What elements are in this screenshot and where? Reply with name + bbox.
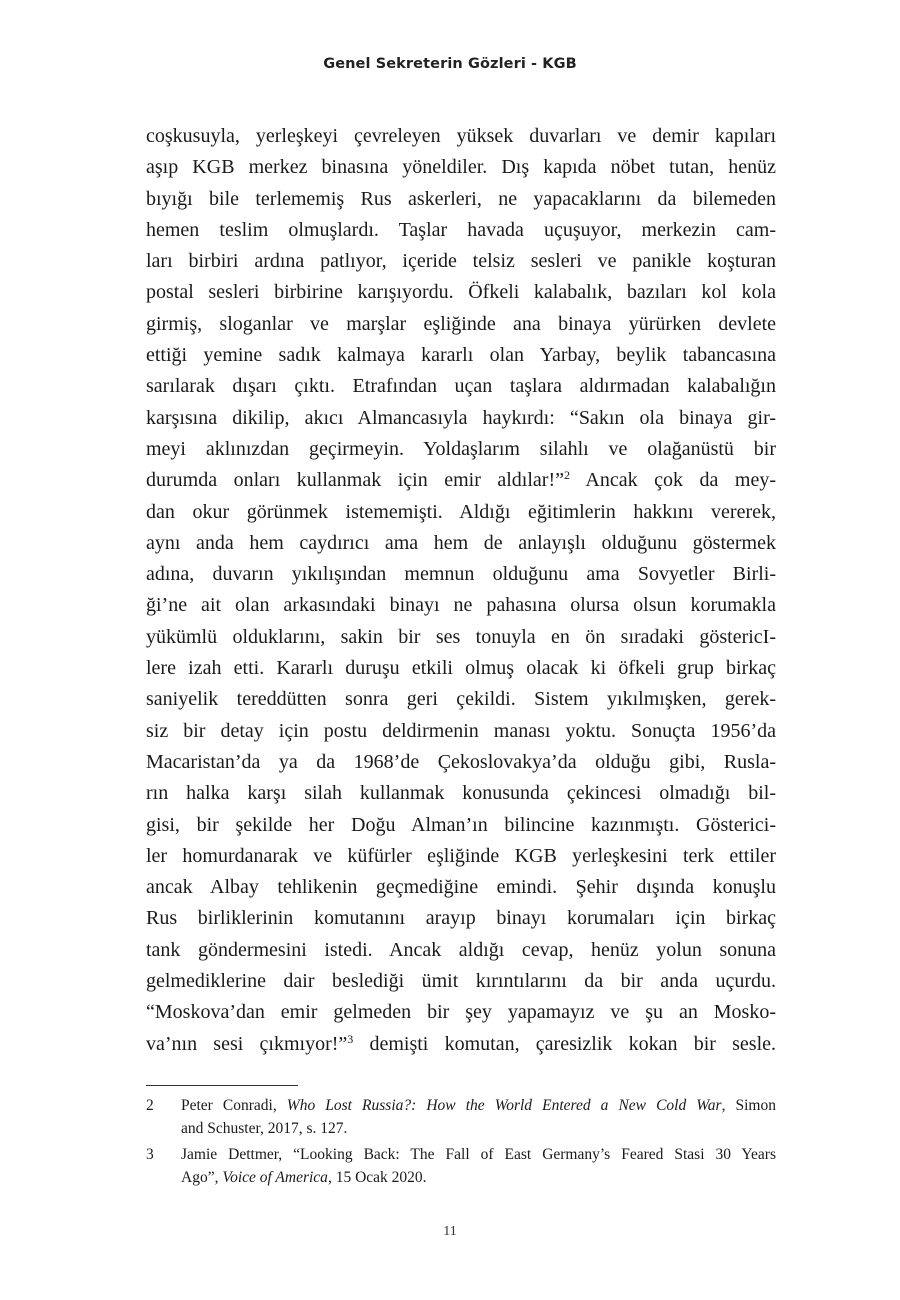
- body-line: lere izah etti. Kararlı duruşu etkili olmuş olacak ki öfkeli grup birkaç: [146, 657, 776, 680]
- footnote-rule: [146, 1085, 298, 1086]
- footnote-number: 2: [146, 1097, 154, 1114]
- body-line: rın halka karşı silah kullanmak konusunda çekincesi olmadığı bil-: [146, 782, 776, 805]
- body-line: gelmediklerine dair beslediği ümit kırıntılarını da bir anda uçurdu.: [146, 970, 776, 993]
- footnotes: [146, 1095, 776, 1193]
- body-line: sarılarak dışarı çıktı. Etrafından uçan taşlara aldırmadan kalabalığın: [146, 375, 776, 398]
- footnote-publication: Voice of America: [222, 1168, 328, 1186]
- body-line: bıyığı bile terlememiş Rus askerleri, ne yapacaklarını da bilemeden: [146, 187, 776, 210]
- body-line: Macaristan’da ya da 1968’de Çekoslovakya’da olduğu gibi, Rusla-: [146, 750, 776, 773]
- body-line: ler homurdanarak ve küfürler eşliğinde KGB yerleşkesini terk ettiler: [146, 844, 776, 867]
- footnote-text: , Simon: [721, 1097, 776, 1114]
- body-line: saniyelik tereddütten sonra geri çekildi. Sistem yıkılmışken, gerek-: [146, 688, 776, 711]
- body-line: ancak Albay tehlikenin geçmediğine emindi. Şehir dışında konuşlu: [146, 876, 776, 899]
- footnote-reference[interactable]: 2: [564, 468, 570, 483]
- running-head: Genel Sekreterin Gözleri - KGB: [323, 56, 577, 72]
- body-line: aynı anda hem caydırıcı ama hem de anlayışlı olduğunu göstermek: [146, 531, 776, 554]
- body-line: ettiği yemine sadık kalmaya kararlı olan Yarbay, beylik tabancasına: [146, 344, 776, 367]
- body-line: coşkusuyla, yerleşkeyi çevreleyen yüksek duvarları ve demir kapıları: [146, 125, 776, 147]
- footnote-reference[interactable]: 3: [347, 1031, 354, 1046]
- body-line: karşısına dikilip, akıcı Almancasıyla haykırdı: “Sakın ola binaya gir-: [146, 406, 776, 429]
- body-line: dan okur görünmek istememişti. Aldığı eğitimlerin hakkını vererek,: [146, 500, 776, 523]
- footnote-number: 3: [146, 1146, 154, 1163]
- page-number: 11: [443, 1224, 457, 1239]
- body-line: siz bir detay için postu deldirmenin manası yoktu. Sonuçta 1956’da: [146, 719, 776, 742]
- body-line-text: durumda onları kullanmak için emir aldılar!”: [146, 469, 564, 492]
- body-line: ği’ne ait olan arkasındaki binayı ne pahasına olursa olsun korumakla: [146, 594, 776, 617]
- body-text: [146, 121, 776, 1060]
- footnote-line: [181, 1095, 776, 1118]
- body-line: adına, duvarın yıkılışından memnun olduğunu ama Sovyetler Birli-: [146, 563, 776, 586]
- body-line: “Moskova’dan emir gelmeden bir şey yapamayız ve şu an Mosko-: [146, 1001, 776, 1024]
- footnote-line: and Schuster, 2017, s. 127.: [181, 1119, 348, 1137]
- body-line-text: demişti komutan, çaresizlik kokan bir sesle.: [353, 1032, 776, 1055]
- footnote-line: Jamie Dettmer, “Looking Back: The Fall of East Germany’s Feared Stasi 30 Years: [181, 1146, 776, 1163]
- body-line: postal sesleri birbirine karışıyordu. Öfkeli kalabalık, bazıları kol kola: [146, 281, 776, 304]
- footnote-2: [146, 1095, 776, 1140]
- footnote-text: Peter Conradi,: [181, 1097, 287, 1114]
- body-line: meyi aklınızdan geçirmeyin. Yoldaşlarım silahlı ve olağanüstü bir: [146, 437, 776, 460]
- body-line: hemen teslim olmuşlardı. Taşlar havada uçuşuyor, merkezin cam-: [146, 218, 776, 241]
- body-line: gisi, bir şekilde her Doğu Alman’ın bilincine kazınmıştı. Gösterici-: [146, 813, 776, 836]
- footnote-3: [146, 1144, 776, 1189]
- body-line: Rus birliklerinin komutanını arayıp binayı korumaları için birkaç: [146, 907, 776, 930]
- body-line: tank göndermesini istedi. Ancak aldığı cevap, henüz yolun sonuna: [146, 938, 776, 961]
- footnote-text: , 15 Ocak 2020.: [327, 1168, 427, 1186]
- body-line: girmiş, sloganlar ve marşlar eşliğinde ana binaya yürürken devlete: [146, 312, 776, 335]
- body-line: yükümlü olduklarını, sakin bir ses tonuyla en ön sıradaki göstericI-: [146, 625, 776, 648]
- body-line-text: Ancak çok da mey-: [570, 469, 776, 492]
- body-line: [146, 465, 776, 496]
- footnote-book-title: Who Lost Russia?: How the World Entered a New Cold War: [286, 1097, 722, 1114]
- body-line: [146, 1029, 776, 1060]
- footnote-line: [181, 1167, 776, 1190]
- body-line-text: va’nın sesi çıkmıyor!”: [146, 1032, 348, 1055]
- body-line: ları birbiri ardına patlıyor, içeride telsiz sesleri ve panikle koşturan: [146, 250, 776, 273]
- footnote-text: Ago”,: [181, 1168, 223, 1186]
- body-line: aşıp KGB merkez binasına yöneldiler. Dış kapıda nöbet tutan, henüz: [146, 156, 776, 179]
